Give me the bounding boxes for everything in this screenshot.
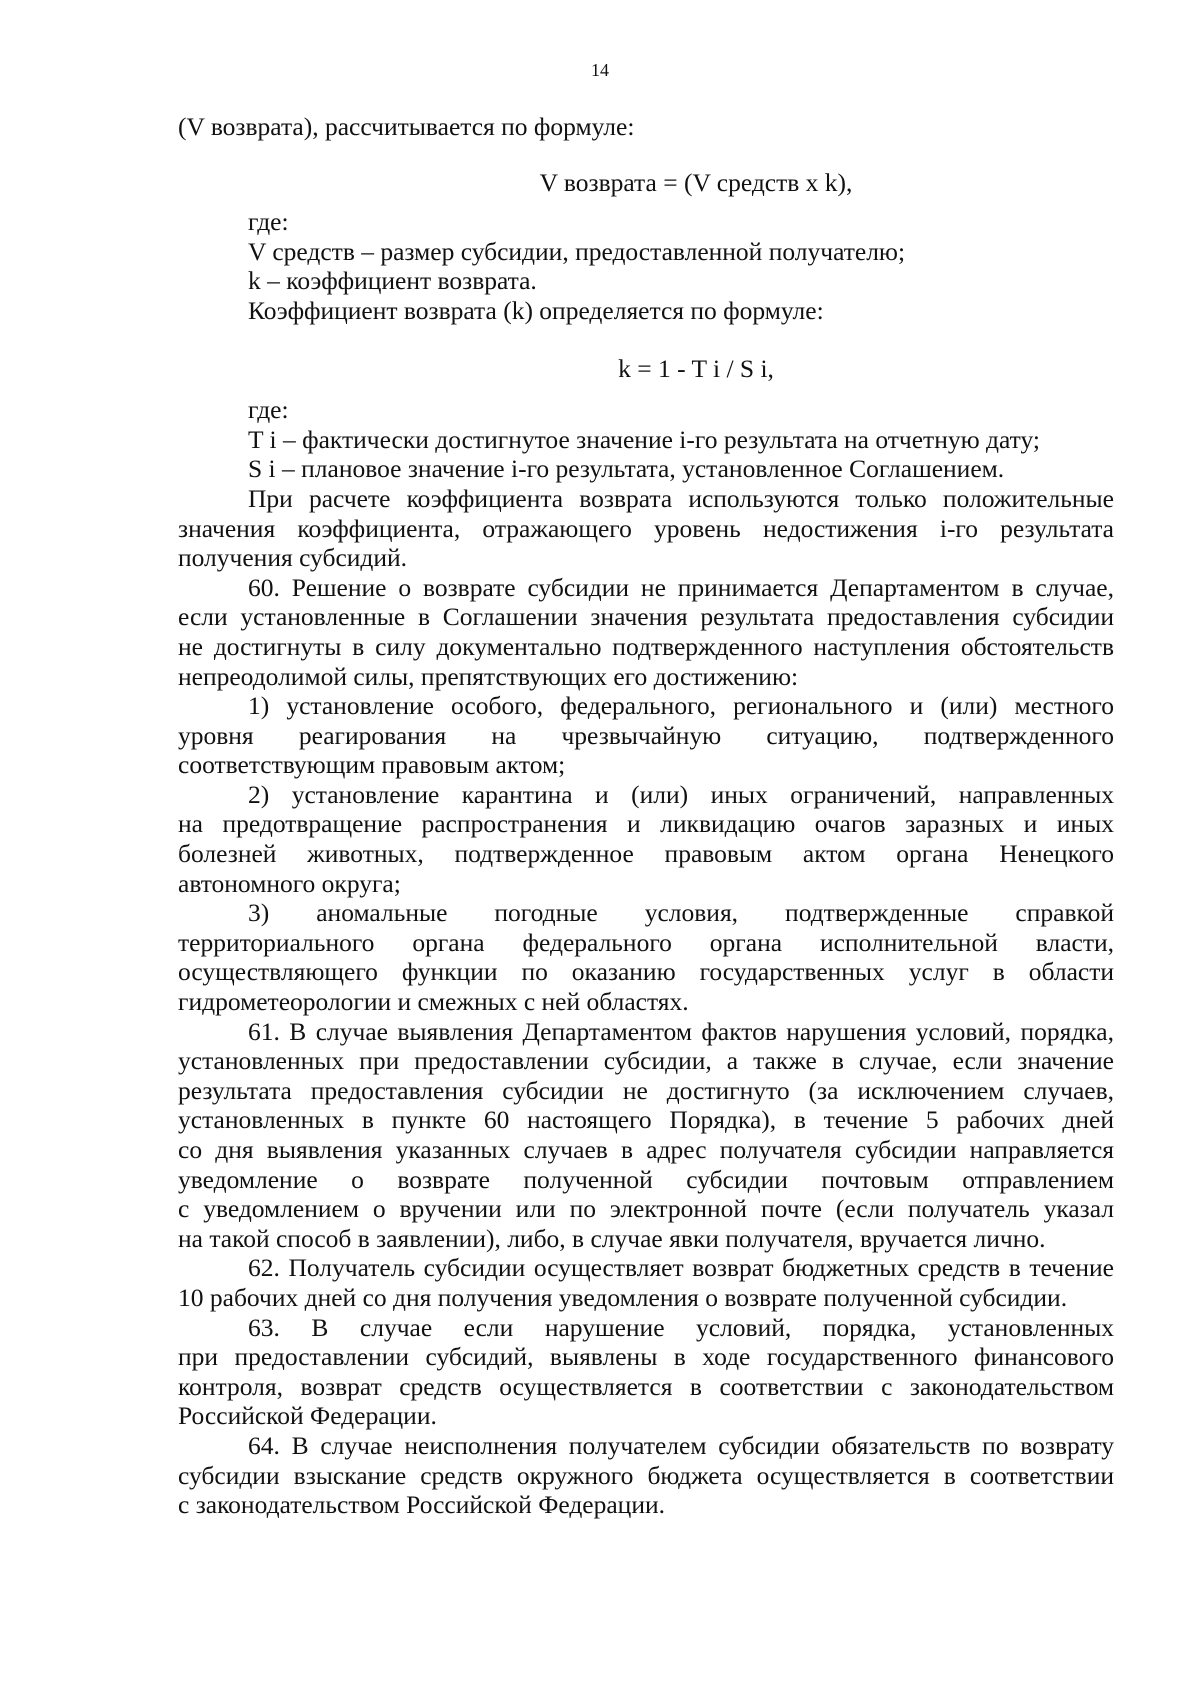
text-line: болезней животных, подтвержденное правовым актом органа Ненецкого [178,839,1114,869]
paragraph-63: 63. В случае если нарушение условий, порядка, установленных [248,1312,1114,1342]
text-line: установленных в пункте 60 настоящего Порядка), в течение 5 рабочих дней [178,1105,1114,1135]
text-line: (V возврата), рассчитывается по формуле: [178,112,635,141]
text-line: Коэффициент возврата (k) определяется по формуле: [248,295,824,325]
text-line: если установленные в Соглашении значения результата предоставления субсидии [178,602,1114,632]
text-line: территориального органа федерального органа исполнительной власти, [178,927,1114,957]
text-line: S i – плановое значение i-го результата, установленное Соглашением. [248,454,1005,484]
page-number: 14 [591,60,609,80]
formula-return-amount: V возврата = (V средств x k), [539,167,853,197]
text-line: не достигнуты в силу документально подтвержденного наступления обстоятельств [178,631,1114,661]
text-line: с уведомлением о вручении или по электронной почте (если получатель указал [178,1194,1114,1224]
text-line: где: [248,207,289,237]
text-line: V средств – размер субсидии, предоставленной получателю; [248,236,906,266]
text-line: Российской Федерации. [178,1401,437,1431]
text-line: При расчете коэффициента возврата используются только положительные [248,483,1114,513]
text-line: контроля, возврат средств осуществляется в соответствии с законодательством [178,1371,1114,1401]
text-line: с законодательством Российской Федерации. [178,1490,665,1520]
text-line: соответствующим правовым актом; [178,750,566,780]
list-item-3: 3) аномальные погодные условия, подтвержденные справкой [248,898,1114,928]
text-line: на предотвращение распространения и ликвидацию очагов заразных и иных [178,809,1114,839]
text-line: осуществляющего функции по оказанию государственных услуг в области [178,957,1114,987]
paragraph-64: 64. В случае неисполнения получателем субсидии обязательств по возврату [248,1430,1114,1460]
formula-coefficient: k = 1 - T i / S i, [618,353,774,383]
text-line: субсидии взыскание средств окружного бюджета осуществляется в соответствии [178,1460,1114,1490]
text-line: получения субсидий. [178,543,408,573]
text-line: T i – фактически достигнутое значение i-го результата на отчетную дату; [248,424,1040,454]
text-line: на такой способ в заявлении), либо, в случае явки получателя, вручается лично. [178,1223,1046,1253]
text-line: установленных при предоставлении субсидии, а также в случае, если значение [178,1046,1114,1076]
text-line: уведомление о возврате полученной субсидии почтовым отправлением [178,1164,1114,1194]
list-item-1: 1) установление особого, федерального, регионального и (или) местного [248,691,1114,721]
text-line: при предоставлении субсидий, выявлены в ходе государственного финансового [178,1342,1114,1372]
list-item-2: 2) установление карантина и (или) иных ограничений, направленных [248,779,1114,809]
paragraph-62: 62. Получатель субсидии осуществляет возврат бюджетных средств в течение [248,1253,1114,1283]
text-line: значения коэффициента, отражающего уровень недостижения i-го результата [178,513,1114,543]
text-line: непреодолимой силы, препятствующих его достижению: [178,661,799,691]
text-line: гидрометеорологии и смежных с ней областях. [178,987,689,1017]
paragraph-61: 61. В случае выявления Департаментом фактов нарушения условий, порядка, [248,1016,1114,1046]
text-line: где: [248,395,289,425]
text-line: 10 рабочих дней со дня получения уведомления о возврате полученной субсидии. [178,1282,1068,1312]
paragraph-60: 60. Решение о возврате субсидии не принимается Департаментом в случае, [248,572,1114,602]
document-body [178,112,1114,1520]
text-line: результата предоставления субсидии не достигнуто (за исключением случаев, [178,1075,1114,1105]
text-line: уровня реагирования на чрезвычайную ситуацию, подтвержденного [178,720,1114,750]
text-line: k – коэффициент возврата. [248,266,537,296]
text-line: автономного округа; [178,868,401,898]
text-line: со дня выявления указанных случаев в адрес получателя субсидии направляется [178,1135,1114,1164]
